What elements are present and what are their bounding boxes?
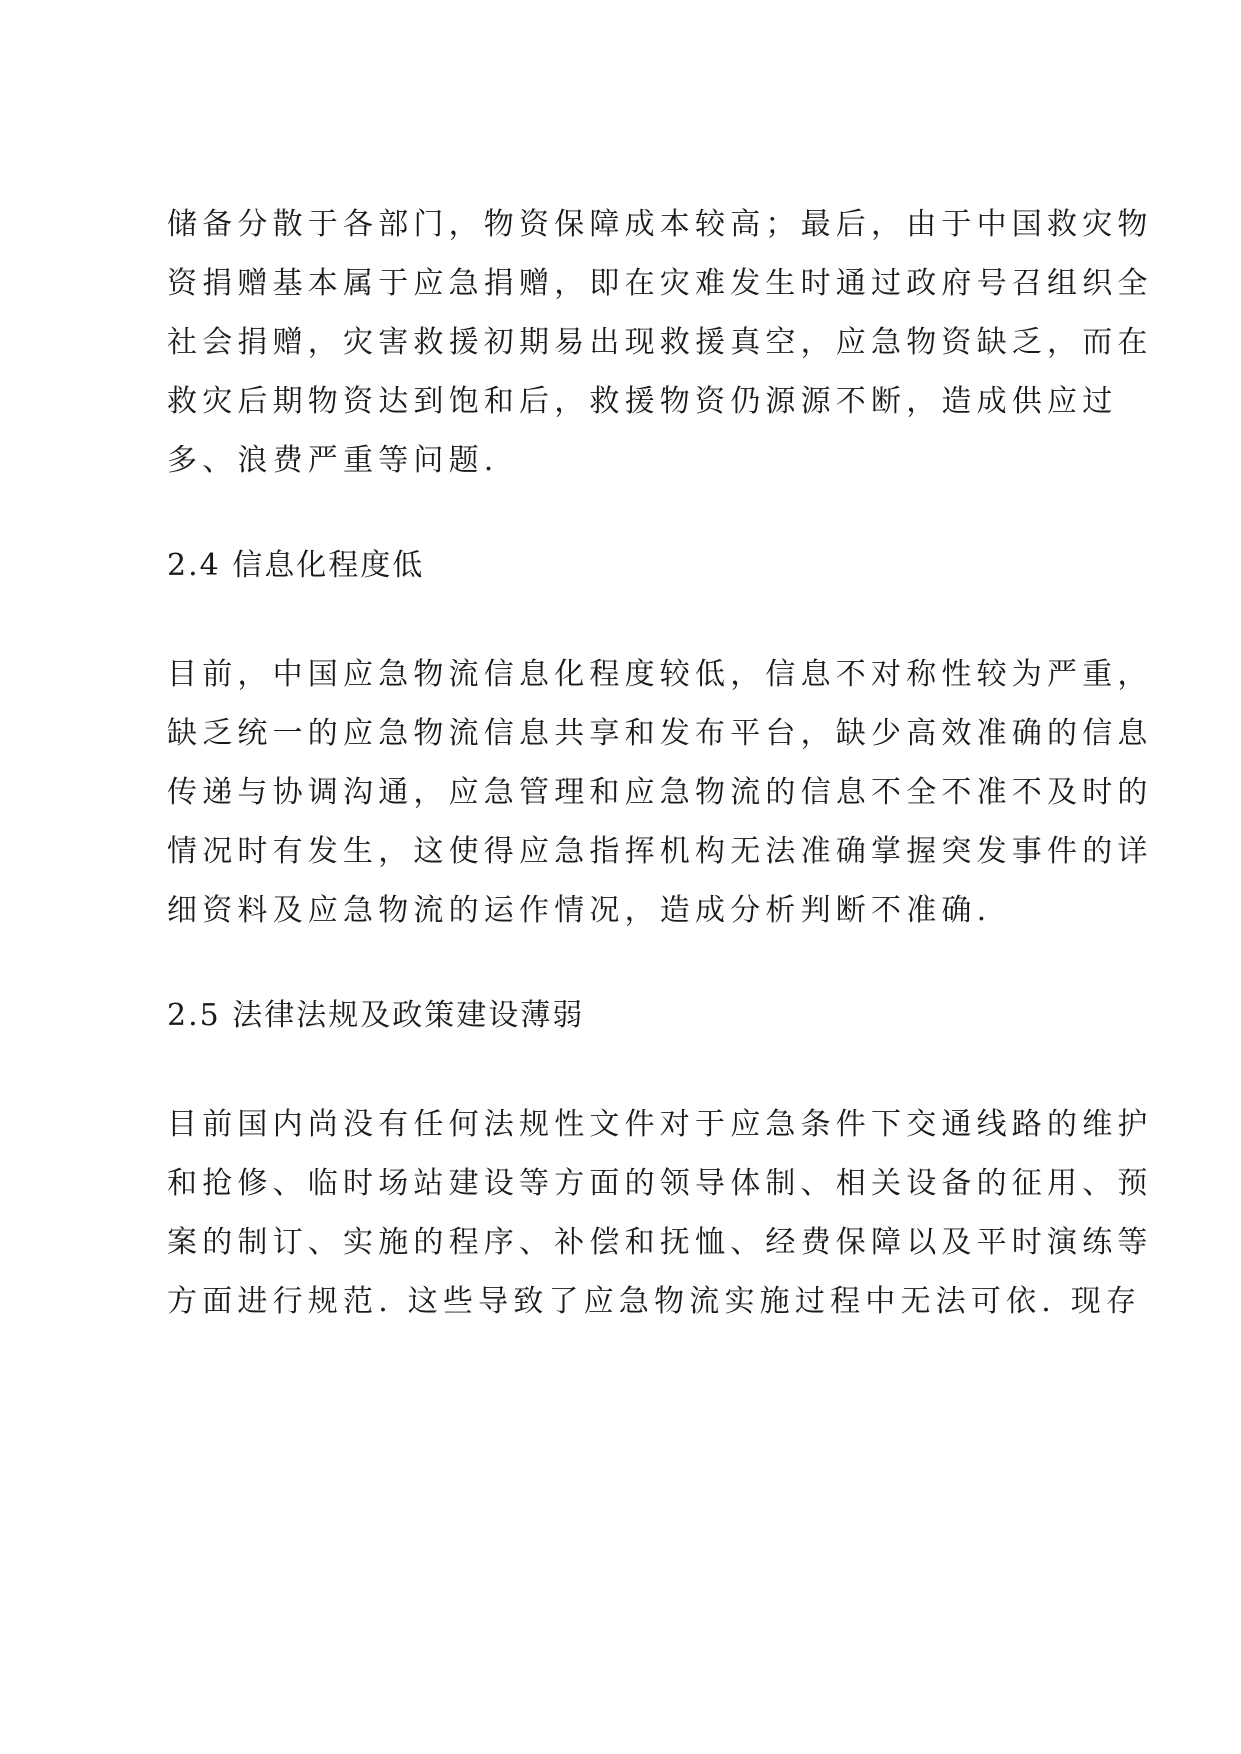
text-line: 储备分散于各部门，物资保障成本较高；最后，由于中国救灾物	[167, 207, 1153, 242]
text-line: 和抢修、临时场站建设等方面的领导体制、相关设备的征用、预	[167, 1166, 1153, 1201]
text-line: 目前国内尚没有任何法规性文件对于应急条件下交通线路的维护	[167, 1107, 1153, 1142]
text-line: 情况时有发生，这使得应急指挥机构无法准确掌握突发事件的详	[167, 834, 1153, 869]
text-line: 救灾后期物资达到饱和后，救援物资仍源源不断，造成供应过	[167, 384, 1118, 419]
text-line: 细资料及应急物流的运作情况，造成分析判断不准确.	[167, 893, 992, 928]
text-line: 多、浪费严重等问题.	[167, 443, 499, 478]
text-line: 方面进行规范. 这些导致了应急物流实施过程中无法可依. 现存	[167, 1284, 1142, 1319]
section-heading-2-4: 2.4 信息化程度低	[167, 548, 425, 583]
text-line: 社会捐赠，灾害救援初期易出现救援真空，应急物资缺乏，而在	[167, 325, 1153, 360]
text-line: 资捐赠基本属于应急捐赠，即在灾难发生时通过政府号召组织全	[167, 266, 1153, 301]
section-heading-2-5: 2.5 法律法规及政策建设薄弱	[167, 998, 585, 1033]
text-line: 缺乏统一的应急物流信息共享和发布平台，缺少高效准确的信息	[167, 716, 1153, 751]
text-line: 目前，中国应急物流信息化程度较低，信息不对称性较为严重，	[167, 657, 1153, 692]
text-line: 案的制订、实施的程序、补偿和抚恤、经费保障以及平时演练等	[167, 1225, 1153, 1260]
text-line: 传递与协调沟通，应急管理和应急物流的信息不全不准不及时的	[167, 775, 1153, 810]
